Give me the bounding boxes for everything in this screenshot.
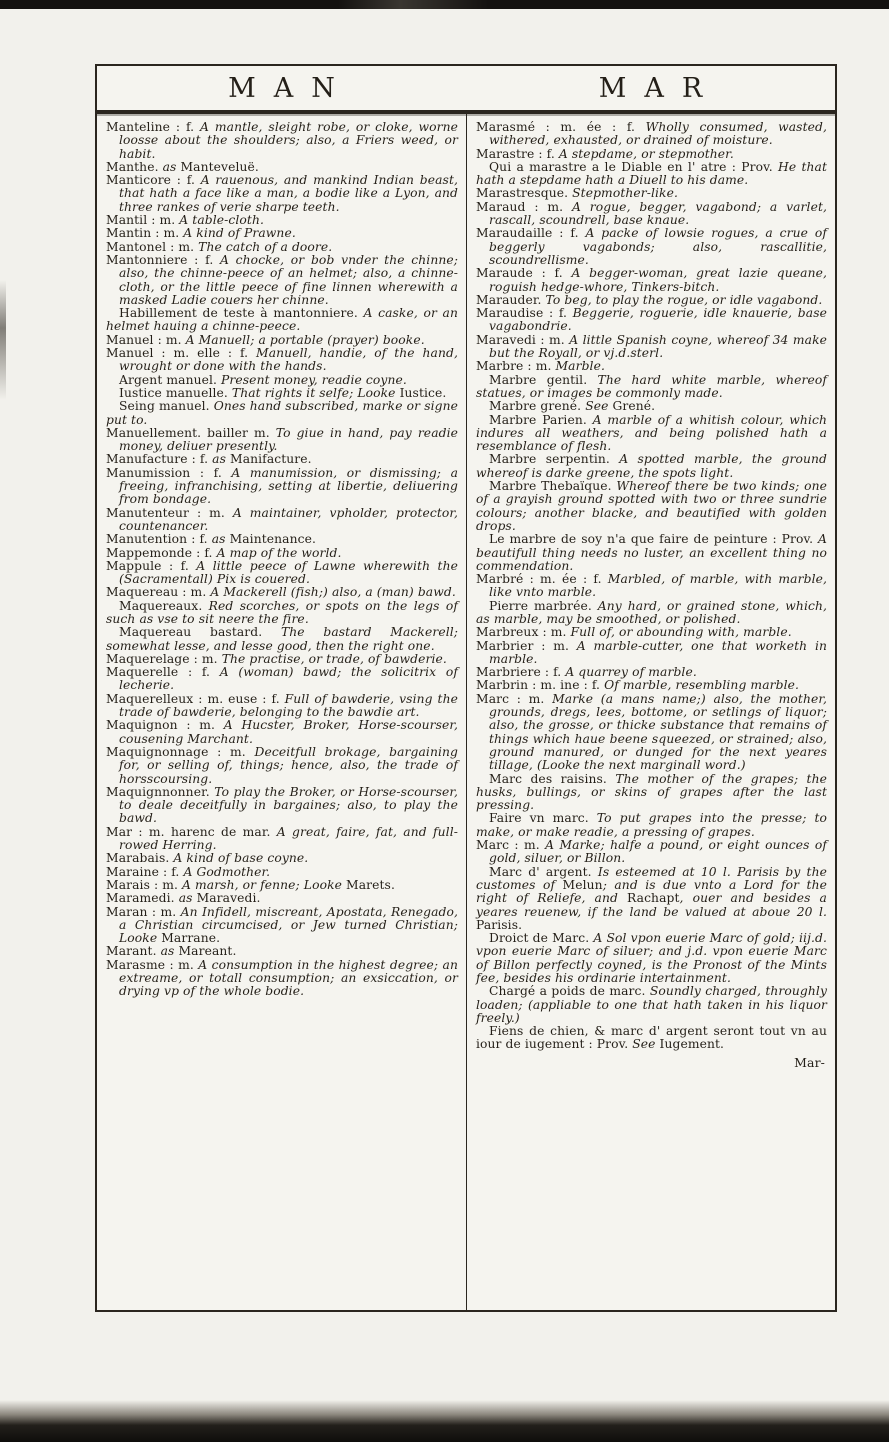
dictionary-entry [106,387,458,400]
entry-gloss: as [211,532,230,547]
entry-gloss: Full of bawderie, vsing the trade of bawderie, belonging to the bawdie art. [119,691,458,720]
dictionary-entry [106,786,458,826]
entry-gloss: , ouer and besides a yeares reuenew, if the land be valued at aboue 20 l. [476,891,827,919]
entry-headword: Marastre : f. [476,146,559,161]
running-head [97,66,835,110]
entry-headword: Iugement. [659,1037,725,1052]
entry-headword: Marbreux : m. [476,625,571,640]
entry-gloss: A caske, or an helmet hauing a chinne-peece. [106,306,458,334]
entry-headword: Manutention : f. [106,532,212,547]
entry-headword: Marbrier : m. [476,638,577,653]
dictionary-entry [106,241,458,254]
dictionary-entry [476,839,827,866]
entry-headword: Manuel : m. [106,332,186,347]
entry-gloss: A beautifull thing needs no luster, an excellent thing no commendation. [476,532,827,573]
entry-gloss: Beggerie, roguerie, idle knauerie, base vagabondrie. [489,306,827,334]
entry-headword: Iustice manuelle. [119,385,232,400]
dictionary-entry [476,812,827,839]
entry-headword: Mareant. [178,944,237,959]
dictionary-entry [106,533,458,546]
entry-headword: Marbriere : f. [476,665,566,680]
dictionary-entry [106,866,458,879]
dictionary-entry [106,227,458,240]
catchword: Mar- [794,1054,825,1070]
entry-headword: Marais : m. [106,877,183,892]
entry-headword: Melun [562,877,603,892]
entry-gloss: Manuell, handie, of the hand, wrought or done with the hands. [119,346,458,374]
entry-headword: Marbre serpentin. [489,452,620,467]
entry-headword: Marc d' argent. [489,864,598,879]
entry-gloss: The hard white marble, whereof statues, or images be commonly made. [476,372,827,400]
entry-headword: Droict de Marc. [489,931,594,946]
dictionary-entry [476,334,827,361]
entry-gloss: A little Spanish coyne, whereof 34 make but the Royall, or vj.d.sterl. [489,332,827,361]
entry-gloss: To play the Broker, or Horse-scourser, to deale deceitfully in bargaines; also, to play the bawd. [119,784,458,826]
entry-gloss: Of marble, resembling marble. [604,678,799,693]
dictionary-entry [476,985,827,1025]
dictionary-entry [476,400,827,413]
dictionary-entry [106,959,458,999]
entry-headword: Marbre gentil. [489,372,598,387]
entry-headword: Maraudise : f. [476,306,573,321]
entry-gloss: A maintainer, vpholder, protector, countenancer. [119,505,459,533]
entry-gloss: A consumption in the highest degree; an extreame, or totall consumption; an exsiccation, or drying vp of the whole bodie. [119,957,458,999]
entry-headword: Manteveluë. [180,159,259,174]
dictionary-entry [106,852,458,865]
entry-gloss: A (woman) bawd; the solicitrix of lecherie. [119,665,458,693]
entry-gloss: To giue in hand, pay readie money, deliuer presently. [119,425,459,454]
entry-gloss: See [585,399,613,414]
entry-headword: Maquereau bastard. [119,625,281,640]
entry-headword: Maquignnonner. [106,784,215,799]
entry-gloss: A table-cloth. [179,213,264,228]
entry-headword: Maquignon : m. [106,718,224,733]
dictionary-entry [106,719,458,746]
entry-headword: Marrane. [161,931,221,946]
dictionary-entry [106,906,458,946]
dictionary-entry [476,227,827,267]
dictionary-entry [476,640,827,667]
entry-gloss: Red scorches, or spots on the legs of such as vse to sit neere the fire. [106,598,458,626]
entry-gloss: A marsh, or fenne; Looke [182,877,347,892]
entry-headword: Maraine : f. [106,864,184,879]
entry-gloss: See [632,1037,660,1052]
entry-headword: Chargé a poids de marc. [489,984,650,999]
dictionary-entry [106,214,458,227]
scan-artifact-bottom-edge [0,1400,889,1442]
dictionary-entry [106,427,458,454]
entry-headword: Marbre Thebaïque. [489,479,617,494]
entry-gloss: A Hucster, Broker, Horse-scourser, cousening Marchant. [119,718,459,746]
dictionary-entry [476,480,827,533]
entry-gloss: Wholly consumed, wasted, withered, exhausted, or drained of moisture. [489,120,827,148]
entry-headword: Maquerelleux : m. euse : f. [106,691,285,706]
entry-gloss: Ones hand subscribed, marke or signe put to. [106,399,459,427]
entry-headword: Rachapt [627,891,680,906]
dictionary-entry [106,826,458,853]
entry-headword: Mappule : f. [106,558,197,573]
entry-headword: Marets. [346,877,395,892]
entry-headword: Manuel : m. elle : f. [106,346,257,361]
entry-gloss: Stepmother-like. [572,186,678,201]
entry-headword: Maquignonnage : m. [106,744,255,759]
dictionary-entry [476,414,827,454]
text-columns [97,114,835,1310]
entry-headword: Manutenteur : m. [106,505,233,520]
dictionary-entry [106,307,458,334]
entry-gloss: A marble-cutter, one that worketh in marble. [489,638,827,666]
entry-headword: Mantonel : m. [106,239,199,254]
dictionary-entry [476,600,827,627]
entry-headword: Marant. [106,944,161,959]
entry-headword: Mantonniere : f. [106,252,221,267]
entry-headword: Marbré : m. ée : f. [476,572,608,587]
entry-gloss: Whereof there be two kinds; one of a grayish ground spotted with two or three sundrie colours; another blacke, and beautified with golden drops. [476,479,827,533]
dictionary-entry [106,174,458,214]
entry-gloss: A manumission, or dismissing; a freeing, infranchising, setting at libertie, deliuering from bondage. [119,465,458,507]
entry-headword: Marbre grené. [489,399,586,414]
entry-gloss: as [212,452,230,467]
dictionary-entry [476,121,827,148]
dictionary-entry [476,267,827,294]
dictionary-entry [476,932,827,985]
entry-gloss: Marke (a mans name;) also, the mother, grounds, dregs, lees, bottome, or setlings of liquor; also, the grosse, or thicke substance that remains of things which haue beene squeezed, or strained; also, ground manured, or dunged for the next yeares tillage, (Looke the next marginall word.) [489,691,827,773]
entry-gloss: A Mackerell (fish;) also, a (man) bawd. [210,585,456,600]
entry-headword: Mappemonde : f. [106,545,217,560]
entry-gloss: An Infidell, miscreant, Apostata, Renegado, a Christian circumcised, or Jew turned Christian; Looke [119,904,458,946]
entry-gloss: That rights it selfe; Looke [231,385,400,400]
dictionary-entry [476,360,827,373]
dictionary-entry [476,201,827,228]
dictionary-entry [476,148,827,161]
dictionary-entry [106,666,458,693]
entry-headword: Marc : m. [476,691,553,706]
dictionary-entry [106,254,458,307]
entry-headword: Habillement de teste à mantonniere. [119,306,364,321]
dictionary-entry [476,693,827,773]
entry-gloss: To beg, to play the rogue, or idle vagabond. [545,292,823,307]
dictionary-entry [106,693,458,720]
entry-gloss: To put grapes into the presse; to make, or make readie, a pressing of grapes. [476,811,827,839]
dictionary-entry [476,374,827,401]
entry-headword: Maravedi : m. [476,332,570,347]
entry-gloss: The catch of a doore. [198,239,333,254]
entry-gloss: A chocke, or bob vnder the chinne; also, the chinne-peece of an helmet; also, a chinne-cloth, or the little peece of fine linnen wherewith a masked Ladie couers her chinne. [119,252,458,307]
entry-headword: Marasmé : m. ée : f. [476,120,646,134]
entry-gloss: A rauenous, and mankind Indian beast, that hath a face like a man, a bodie like a Lyon, and three rankes of verie sharpe teeth. [119,173,458,214]
entry-headword: Maquerelle : f. [106,665,220,680]
entry-gloss: A little peece of Lawne wherewith the (Sacramentall) Pix is couered. [119,558,458,587]
entry-headword: Manteline : f. [106,120,201,134]
entry-headword: Mar : m. harenc de mar. [106,824,277,839]
dictionary-entry [106,334,458,347]
entry-headword: Manifacture. [230,452,312,467]
entry-headword: Mantil : m. [106,213,180,228]
entry-headword: Qui a marastre a le Diable en l' atre : Prov. [489,159,778,174]
entry-headword: Manumission : f. [106,465,232,480]
dictionary-entry [106,161,458,174]
entry-gloss: Deceitfull brokage, bargaining for, or selling of, things; hence, also, the trade of horsscoursing. [119,744,459,786]
entry-gloss: Marble. [555,359,605,374]
entry-headword: Iustice. [399,385,447,400]
entry-headword: Mantin : m. [106,226,184,241]
entry-headword: Faire vn marc. [489,811,597,826]
entry-headword: Le marbre de soy n'a que faire de peinture : Prov. [489,532,819,547]
dictionary-entry [106,879,458,892]
dictionary-entry [476,866,827,932]
entry-gloss: A packe of lowsie rogues, a crue of beggerly vagabonds; also, rascallitie, scoundrellisme. [489,226,828,267]
dictionary-entry [476,161,827,188]
entry-headword: Maquereau : m. [106,585,211,600]
entry-headword: Seing manuel. [119,399,214,414]
entry-gloss: A kind of Prawne. [183,226,296,241]
entry-gloss: as [178,891,197,906]
entry-gloss: A kind of base coyne. [173,851,309,866]
dictionary-entry [476,533,827,573]
entry-headword: Pierre marbrée. [489,598,598,613]
entry-gloss: A Marke; halfe a pound, or eight ounces of gold, siluer, or Billon. [489,838,827,866]
running-head-left: MAN [228,72,353,104]
entry-gloss: A marble of a whitish colour, which indures all weathers, and being polished hath a resemblance of flesh. [476,412,827,454]
running-head-right: MAR [598,72,721,104]
column-left [97,114,466,1310]
dictionary-entry [106,746,458,786]
entry-headword: Maraude : f. [476,266,572,281]
dictionary-entry [106,653,458,666]
scan-artifact-left-smudge [0,280,6,400]
entry-headword: Manufacture : f. [106,452,213,467]
entry-gloss: Full of, or abounding with, marble. [570,625,792,640]
entry-headword: Marbre : m. [476,359,556,374]
entry-gloss: Any hard, or grained stone, which, as marble, may be smoothed, or polished. [476,598,827,626]
dictionary-entry [476,453,827,480]
entry-gloss: A Godmother. [183,864,271,879]
entry-gloss: ; and is due vnto a Lord for the right of Reliefe, and [476,877,827,906]
entry-headword: Marbrin : m. ine : f. [476,678,605,693]
dictionary-entry [106,547,458,560]
entry-gloss: The bastard Mackerell; somewhat lesse, and lesse good, then the right one. [106,625,458,653]
dictionary-entry [106,600,458,627]
dictionary-entry [476,773,827,813]
entry-headword: Grené. [612,399,656,414]
entry-gloss: He that hath a stepdame hath a Diuell to his dame. [476,159,827,188]
entry-gloss: A stepdame, or stepmother. [558,146,734,161]
entry-headword: Fiens de chien, & marc d' argent seront tout vn au iour de iugement : Prov. [476,1024,827,1052]
dictionary-entry [106,626,458,653]
entry-headword: Marc des raisins. [489,771,616,786]
entry-headword: Maravedi. [196,891,261,906]
dictionary-entry [476,307,827,334]
entry-headword: Marasme : m. [106,957,199,972]
entry-gloss: Present money, readie coyne. [221,372,407,387]
entry-headword: Maramedi. [106,891,179,906]
dictionary-entry [476,626,827,639]
entry-gloss: A Manuell; a portable (prayer) booke. [185,332,425,347]
entry-gloss: A quarrey of marble. [565,665,697,680]
dictionary-entry [476,679,827,692]
entry-headword: Maintenance. [229,532,316,547]
entry-gloss: A rogue, begger, vagabond; a varlet, rascall, scoundrell, base knaue. [489,199,828,228]
entry-gloss: A mantle, sleight robe, or cloke, worne loosse about the shoulders; also, a Friers weed, or habit. [119,120,458,161]
entry-headword: Marc : m. [476,838,546,853]
entry-headword: Parisis. [476,917,523,932]
entry-headword: Manthe. [106,159,163,174]
dictionary-entry [106,347,458,374]
entry-headword: Maraudaille : f. [476,226,586,241]
dictionary-page-frame [95,64,837,1312]
entry-gloss: A great, faire, fat, and full-rowed Herring. [119,824,458,853]
entry-gloss: as [160,944,179,959]
dictionary-entry [106,467,458,507]
dictionary-entry [106,560,458,587]
dictionary-entry [106,121,458,161]
entry-headword: Maquerelage : m. [106,651,222,666]
entry-headword: Marastresque. [476,186,573,201]
dictionary-entry [476,294,827,307]
entry-gloss: A spotted marble, the ground whereof is darke greene, the spots light. [476,452,828,480]
dictionary-entry [476,187,827,200]
dictionary-entry [106,945,458,958]
dictionary-entry [476,666,827,679]
entry-gloss: A Sol vpon euerie Marc of gold; iij.d. vpon euerie Marc of siluer; and j.d. vpon euerie Marc of Billon perfectly coyned, is the Pronost of the Mints fee, besides his ordinarie intertainment. [476,931,827,985]
entry-headword: Manticore : f. [106,173,201,188]
dictionary-entry [106,507,458,534]
scan-artifact-top-edge [0,0,889,9]
dictionary-entry [106,400,458,427]
entry-gloss: as [162,159,181,174]
entry-headword: Argent manuel. [119,372,222,387]
dictionary-entry [476,573,827,600]
entry-gloss: The mother of the grapes; the husks, bullings, or skins of grapes after the last pressing. [476,771,827,813]
entry-headword: Manuellement. bailler m. [106,425,276,440]
entry-gloss: The practise, or trade, of bawderie. [221,651,447,666]
entry-gloss: A begger-woman, great lazie queane, roguish hedge-whore, Tinkers-bitch. [489,266,827,294]
entry-headword: Maran : m. [106,904,181,919]
dictionary-entry [476,1025,827,1052]
entry-gloss: A map of the world. [216,545,342,560]
entry-gloss: Soundly charged, throughly loaden; (appliable to one that hath taken in his liquor freely.) [476,984,828,1025]
column-right [466,114,835,1310]
entry-headword: Maraud : m. [476,199,572,214]
entry-headword: Marauder. [476,292,546,307]
dictionary-entry [106,453,458,466]
entry-gloss: Marbled, of marble, with marble, like vnto marble. [489,572,827,600]
dictionary-entry [106,892,458,905]
entry-headword: Marabais. [106,851,174,866]
entry-headword: Maquereaux. [119,598,209,613]
dictionary-entry [106,374,458,387]
dictionary-entry [106,586,458,599]
entry-gloss: Is esteemed at 10 l. Parisis by the customes of [476,864,827,892]
entry-headword: Marbre Parien. [489,412,593,427]
